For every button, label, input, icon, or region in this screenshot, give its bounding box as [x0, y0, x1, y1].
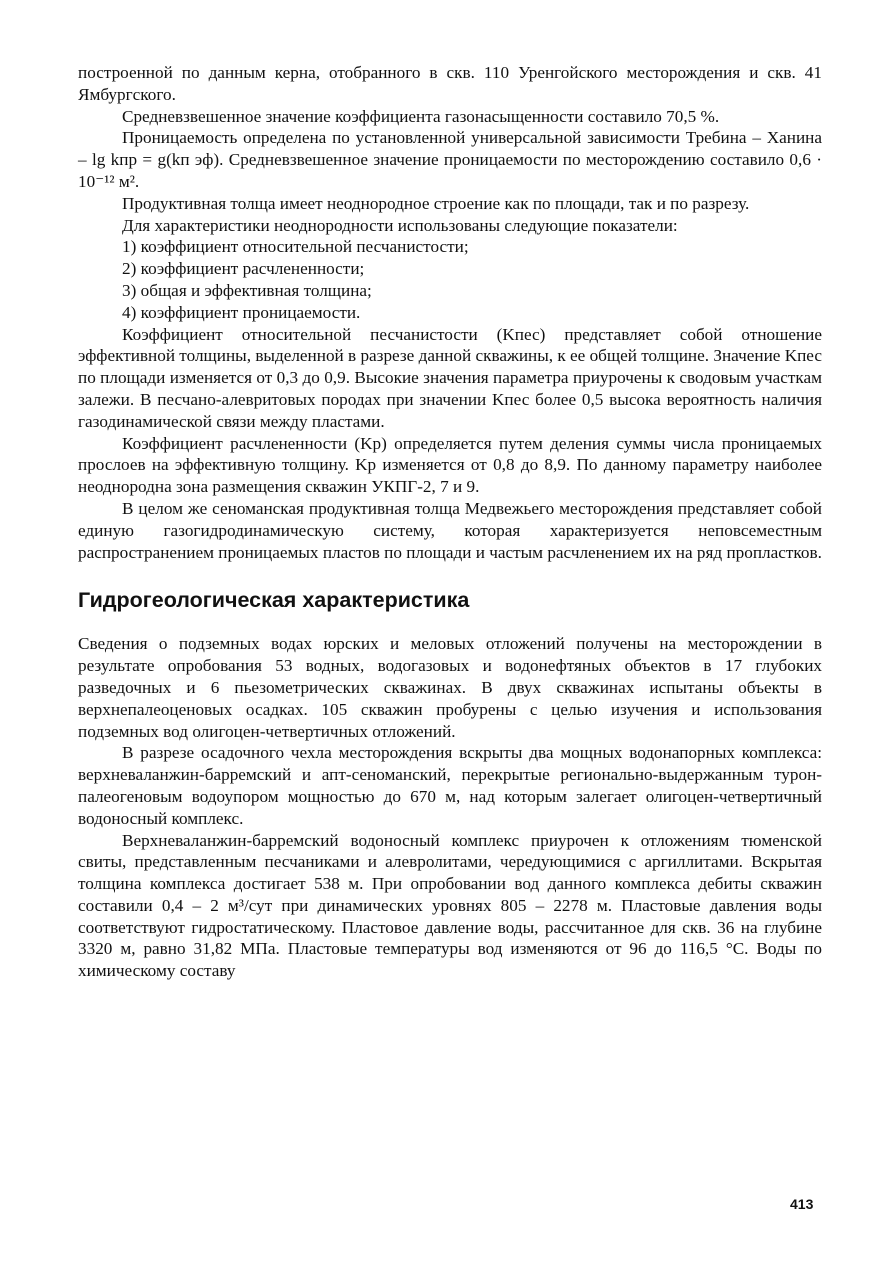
paragraph: Верхневаланжин-барремский водоносный комплекс приурочен к отложениям тюменской свиты, представленным песчаниками и алевролитами, чередующимися с аргиллитами. Вскрытая толщина комплекса достигает 538 м. При опробовании вод данного комплекса дебиты скважин составили 0,4 – 2 м³/сут при динамических уровнях 805 – 2278 м. Пластовые давления воды соответствуют гидростатическому. Пластовое давление воды, рассчитанное для скв. 36 на глубине 3320 м, равно 31,82 МПа. Пластовые температуры вод изменяются от 96 до 116,5 °С. Воды по химическому составу	[78, 830, 822, 981]
paragraph: В разрезе осадочного чехла месторождения вскрыты два мощных водонапорных комплекса: верхневаланжин-барремский и апт-сеноманский, перекрытые регионально-выдержанным турон-палеогеновым водоупором мощностью до 670 м, над которым залегает олигоцен-четвертичный водоносный комплекс.	[78, 743, 822, 828]
page-body	[78, 62, 822, 982]
paragraph: Средневзвешенное значение коэффициента газонасыщенности составило 70,5 %.	[122, 106, 720, 126]
paragraph: Сведения о подземных водах юрских и меловых отложений получены на месторождении в результате опробования 53 водных, водогазовых и водонефтяных объектов в 17 глубоких разведочных и 6 пьезометрических скважинах. В двух скважинах испытаны объекты в верхнепалеоценовых осадках. 105 скважин пробурены с целью изучения и использования подземных вод олигоцен-четвертичных отложений.	[78, 634, 822, 741]
list-item: 2) коэффициент расчлененности;	[122, 259, 365, 279]
paragraph: Коэффициент расчлененности (Kр) определяется путем деления суммы числа проницаемых прослоев на эффективную толщину. Kр изменяется от 0,8 до 8,9. По данному параметру наиболее неоднородна зона размещения скважин УКПГ-2, 7 и 9.	[78, 433, 822, 497]
page-number: 413	[790, 1196, 814, 1212]
list-item: 3) общая и эффективная толщина;	[122, 280, 372, 300]
paragraph: построенной по данным керна, отобранного в скв. 110 Уренгойского месторождения и скв. 41 Ямбургского.	[78, 63, 822, 104]
paragraph: Проницаемость определена по установленной универсальной зависимости Требина – Ханина – lg kпр = g(kп эф). Средневзвешенное значение проницаемости по месторождению составило 0,6 · 10⁻¹² м².	[78, 128, 822, 191]
paragraph: Коэффициент относительной песчанистости (Kпес) представляет собой отношение эффективной толщины, выделенной в разрезе данной скважины, к ее общей толщине. Значение Kпес по площади изменяется от 0,3 до 0,9. Высокие значения параметра приурочены к сводовым участкам залежи. В песчано-алевритовых породах при значении Kпес более 0,5 высока вероятность наличия газодинамической связи между пластами.	[78, 324, 822, 431]
paragraph: Продуктивная толща имеет неоднородное строение как по площади, так и по разрезу.	[122, 193, 750, 213]
section-heading: Гидрогеологическая характеристика	[78, 588, 470, 613]
paragraph: Для характеристики неоднородности использованы следующие показатели:	[122, 215, 678, 235]
paragraph: В целом же сеноманская продуктивная толща Медвежьего месторождения представляет собой единую газогидродинамическую систему, которая характеризуется неповсеместным распространением проницаемых пластов по площади и частым расчленением их на ряд пропластков.	[78, 498, 822, 562]
list-item: 4) коэффициент проницаемости.	[122, 302, 361, 322]
list-item: 1) коэффициент относительной песчанистости;	[122, 237, 469, 257]
